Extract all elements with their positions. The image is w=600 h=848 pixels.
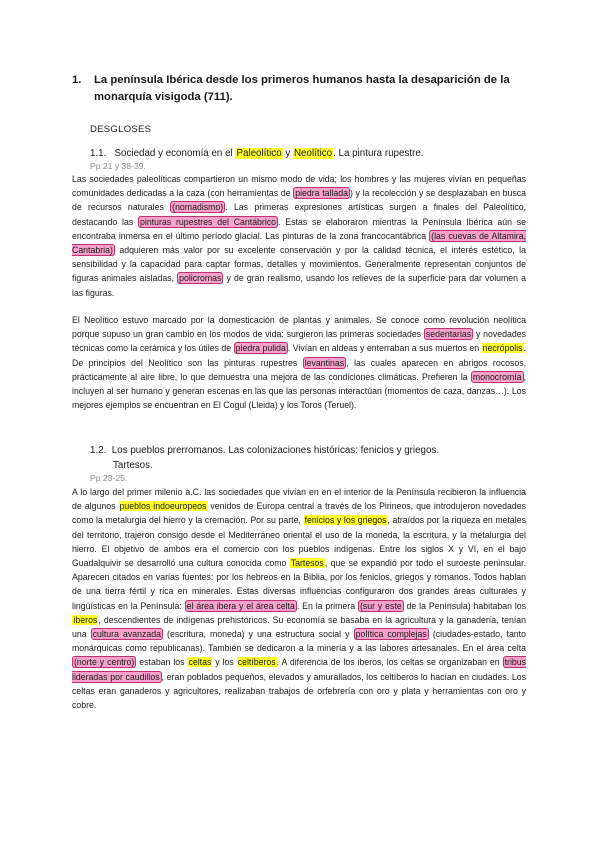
desgloses-label: DESGLOSES bbox=[90, 124, 152, 135]
paragraph-text: , que se expandió por todo el suroeste peninsular. Aparecen citados en varias fuentes: por los hebreos en la Biblia, por los fenicios, griegos y romanos. Todos hablan de una tierra fértil y rica en minerales. Estas diversas influencias configuraron dos grandes áreas culturales y lingüísticas en la Península: bbox=[72, 558, 527, 611]
paragraph-text: (ciudades-estado, tanto monárquicas como republicanas). También se dedicaron a la minería y a las labores artesanales. En el área celta bbox=[72, 629, 526, 654]
paragraph-neolithic bbox=[72, 313, 526, 412]
pink-highlight: (las cuevas de Altamira, Cantabria) bbox=[72, 230, 527, 256]
pink-highlight: tribus lideradas por caudillos bbox=[72, 657, 527, 682]
yellow-highlight: celtíberos bbox=[237, 657, 276, 668]
paragraph-text: . A diferencia de los iberos, los celtas se organizaban en bbox=[276, 657, 503, 668]
section-1-1-title bbox=[90, 146, 424, 161]
pink-highlight: pinturas rupestres del Cantábrico bbox=[140, 216, 277, 227]
pink-highlight: (norte y centro) bbox=[74, 657, 135, 668]
paragraph-text: Las sociedades paleolíticas compartieron un mismo modo de vida; los hombres y las mujeres vivían en pequeñas comunidades dedicadas a la caza (con herramientas de bbox=[72, 174, 526, 199]
section-title-text: Sociedad y economía en el bbox=[114, 148, 236, 159]
highlight-neolitico: Neolítico bbox=[293, 148, 333, 159]
paragraph-text: , descendientes de indígenas prehistóricos. Su economía se basaba en la agricultura y la ganadería, tenían una bbox=[72, 614, 526, 640]
pink-highlight: piedra pulida bbox=[235, 343, 286, 354]
pink-highlight: policromas bbox=[179, 273, 222, 284]
paragraph-text: A lo largo del primer milenio a.C. las sociedades que vivían en en el interior de la Península recibieron la influencia de algunos bbox=[72, 487, 526, 512]
paragraph-text: . En la primera bbox=[296, 600, 358, 611]
section-title-text-2: Tartesos. bbox=[113, 460, 153, 471]
yellow-highlight: fenicios y los griegos bbox=[304, 515, 387, 526]
section-1-1-pages: Pp 21 y 38-39. bbox=[90, 161, 146, 171]
chapter-title-line2: monarquía visigoda (711). bbox=[94, 91, 233, 103]
paragraph-text: . De principios del Neolítico son las pinturas rupestres bbox=[72, 343, 526, 368]
paragraph-prerroman bbox=[72, 485, 526, 712]
pink-highlight: (sur y este bbox=[359, 600, 402, 611]
paragraph-text: (escritura, moneda) y una estructura social y bbox=[162, 629, 354, 640]
paragraph-text: y de gran realismo, usando los relieves de la superficie para dar volumen a las figuras. bbox=[72, 273, 526, 298]
section-1-2-title bbox=[90, 443, 439, 473]
chapter-number: 1. bbox=[72, 74, 82, 86]
pink-highlight: el área ibera y el área celta bbox=[186, 600, 295, 611]
paragraph-paleolithic bbox=[72, 172, 526, 300]
paragraph-text: y novedades técnicas como la cerámica y los útiles de bbox=[72, 329, 526, 354]
paragraph-text: El Neolítico estuvo marcado por la domesticación de plantas y animales. Se conoce como revolución neolítica porque supuso un gran cambio en los modos de vida: surgieron las primeras sociedades bbox=[72, 315, 526, 340]
section-number: 1.1. bbox=[90, 148, 107, 159]
section-1-2-pages: Pp 23-25. bbox=[90, 473, 128, 483]
paragraph-text: . Las primeras expresiones artísticas surgen a finales del Paleolítico, destacando las bbox=[72, 202, 526, 227]
paragraph-text: ) y la recolección y se desplazaban en busca de recursos naturales bbox=[72, 188, 526, 213]
yellow-highlight: íberos bbox=[73, 614, 98, 625]
chapter-title-line1: La península Ibérica desde los primeros humanos hasta la desaparición de la bbox=[94, 74, 510, 86]
yellow-highlight: necrópolis bbox=[482, 343, 523, 354]
yellow-highlight: pueblos indoeuropeos bbox=[119, 501, 207, 512]
pink-highlight: política complejas bbox=[355, 629, 427, 640]
paragraph-text: . Estas se elaboraron mientras la Península Ibérica aún se encontraba inmersa en el último período glacial. Las pinturas de la zona francocantábrica bbox=[72, 216, 527, 241]
pink-highlight: monocromía bbox=[472, 371, 522, 382]
section-title-text: . La pintura rupestre. bbox=[333, 148, 424, 159]
section-title-text: Los pueblos prerromanos. Las colonizaciones históricas: fenicios y griegos. bbox=[111, 445, 440, 456]
paragraph-text: , las cuales aparecen en abrigos rocosos, prácticamente al aire libre, lo que demuestra una mejora de las condiciones climáticas. Prefieren la bbox=[72, 357, 527, 382]
pink-highlight: cultura avanzada bbox=[92, 629, 161, 640]
chapter-heading bbox=[72, 72, 542, 106]
paragraph-text: . Vivían en aldeas y enterraban a sus muertos en bbox=[287, 343, 482, 354]
paragraph-text: , eran poblados pequeños, elevados y amurallados, los celtíberos lo hacían en ciudades. Los celtas eran ganaderos y agricultores, realizaban trabajos de orfebrería con oro y plata y herramientas con oro y cobre. bbox=[72, 671, 526, 711]
paragraph-text: estaban los bbox=[136, 657, 188, 668]
highlight-paleolitico: Paleolítico bbox=[236, 148, 282, 159]
pink-highlight: levantinas bbox=[304, 357, 345, 368]
paragraph-text: de la Península) habitaban los bbox=[403, 600, 527, 611]
section-title-text: y bbox=[282, 148, 293, 159]
paragraph-text: venidos de Europa central a través de los Pirineos, que introdujeron novedades como la metalurgia del hierro y la cremación. Por su parte, bbox=[72, 501, 526, 526]
paragraph-text: y los bbox=[212, 657, 237, 668]
pink-highlight: (nomadismo) bbox=[172, 202, 224, 213]
pink-highlight: sedentarias bbox=[425, 329, 472, 340]
section-number: 1.2. bbox=[90, 445, 107, 456]
paragraph-text: adquieren más valor por su excelente conservación y por la calidad técnica, el interés estético, la sensibilidad y la capacidad para captar formas, detalles y movimientos. Generalmente representan conjuntos de figuras animales aisladas, bbox=[72, 245, 526, 284]
yellow-highlight: Tartesos bbox=[290, 558, 324, 569]
paragraph-text: , incluyen al ser humano y generan escenas en las que las personas interactúan (momentos de caza, danzas…). Los mejores ejemplos se encuentran en El Cogul (Lleida) y los Toros (Teruel). bbox=[72, 371, 526, 411]
pink-highlight: piedra tallada bbox=[295, 188, 348, 199]
yellow-highlight: celtas bbox=[188, 657, 212, 668]
paragraph-text: , atraídos por la riqueza en metales del territorio, trajeron consigo desde el Mediterráneo oriental el uso de la moneda, la escritura, y la metalurgia del hierro. El objetivo de ambos era el comercio con los pueblos indígenas. Entre los siglos X y VI, en el bajo Guadalquivir se desarrolló una cultura conocida como bbox=[72, 515, 526, 569]
